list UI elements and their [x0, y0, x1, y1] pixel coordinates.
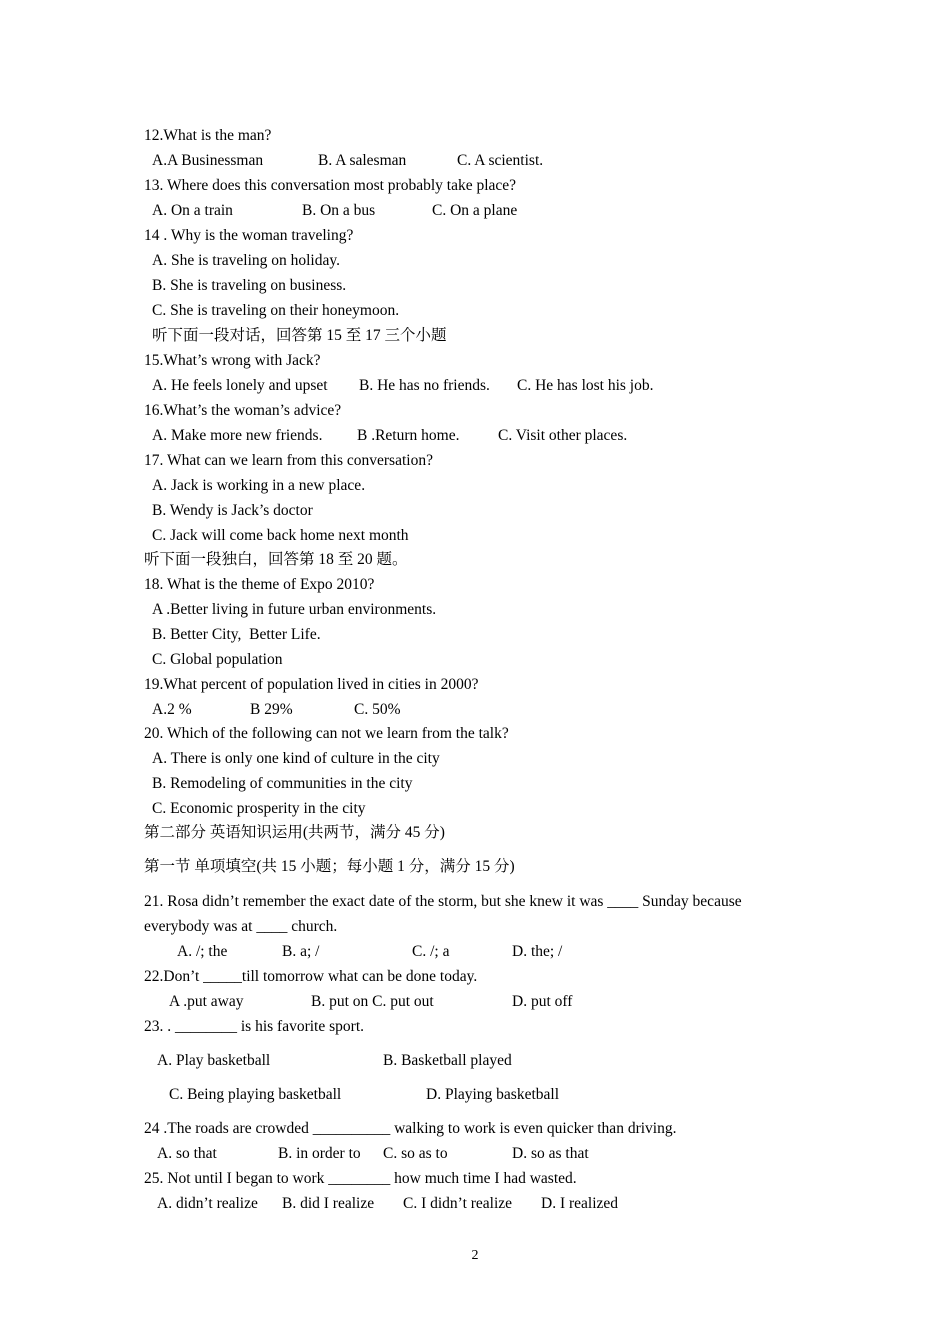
q25-option-a: A. didn’t realize — [157, 1195, 258, 1212]
q24-option-c: C. so as to — [383, 1145, 448, 1162]
q16-option-c: C. Visit other places. — [498, 427, 628, 444]
q17-option-c: C. Jack will come back home next month — [152, 527, 409, 544]
q14-stem: 14 . Why is the woman traveling? — [144, 227, 354, 244]
section1-title: 第一节 单项填空(共 15 小题；每小题 1 分，满分 15 分) — [144, 858, 515, 875]
q23-option-c: C. Being playing basketball — [169, 1086, 342, 1103]
q17-option-a: A. Jack is working in a new place. — [152, 477, 366, 494]
q22-option-a: A .put away — [169, 993, 244, 1010]
q21-option-c: C. /; a — [412, 943, 450, 960]
q24-stem: 24 .The roads are crowded __________ walking to work is even quicker than driving. — [144, 1120, 677, 1137]
instruction-15-17: 听下面一段对话，回答第 15 至 17 三个小题 — [152, 327, 447, 344]
q25-stem: 25. Not until I began to work ________ how much time I had wasted. — [144, 1170, 577, 1187]
q17-option-b: B. Wendy is Jack’s doctor — [152, 502, 313, 519]
q21-stem-line1: 21. Rosa didn’t remember the exact date of the storm, but she knew it was ____ Sunday because — [144, 893, 742, 910]
q20-option-a: A. There is only one kind of culture in the city — [152, 750, 440, 767]
q23-stem: 23. . ________ is his favorite sport. — [144, 1018, 364, 1035]
q22-option-b-c: B. put on C. put out — [311, 993, 434, 1010]
q23-option-b: B. Basketball played — [383, 1052, 512, 1069]
q17-stem: 17. What can we learn from this conversation? — [144, 452, 433, 469]
q19-option-c: C. 50% — [354, 701, 401, 718]
q20-option-c: C. Economic prosperity in the city — [152, 800, 366, 817]
q23-option-d: D. Playing basketball — [426, 1086, 560, 1103]
q15-stem: 15.What’s wrong with Jack? — [144, 352, 321, 369]
q21-option-a: A. /; the — [177, 943, 228, 960]
q18-option-c: C. Global population — [152, 651, 283, 668]
q12-option-c: C. A scientist. — [457, 152, 544, 169]
instruction-18-20: 听下面一段独白，回答第 18 至 20 题。 — [144, 551, 408, 568]
q19-option-b: B 29% — [250, 701, 293, 718]
q16-option-b: B .Return home. — [357, 427, 460, 444]
q25-option-b: B. did I realize — [282, 1195, 375, 1212]
q12-stem: 12.What is the man? — [144, 127, 272, 144]
q14-option-c: C. She is traveling on their honeymoon. — [152, 302, 400, 319]
q18-option-b: B. Better City, Better Life. — [152, 626, 321, 643]
q14-option-a: A. She is traveling on holiday. — [152, 252, 340, 269]
q21-stem-line2: everybody was at ____ church. — [144, 918, 338, 935]
q25-option-d: D. I realized — [541, 1195, 619, 1212]
q24-option-a: A. so that — [157, 1145, 217, 1162]
q24-option-b: B. in order to — [278, 1145, 361, 1162]
q16-stem: 16.What’s the woman’s advice? — [144, 402, 342, 419]
q22-stem: 22.Don’t _____till tomorrow what can be done today. — [144, 968, 478, 985]
q21-option-b: B. a; / — [282, 943, 320, 960]
q13-stem: 13. Where does this conversation most probably take place? — [144, 177, 517, 194]
q16-option-a: A. Make more new friends. — [152, 427, 323, 444]
q22-option-d: D. put off — [512, 993, 573, 1010]
q23-option-a: A. Play basketball — [157, 1052, 271, 1069]
q18-stem: 18. What is the theme of Expo 2010? — [144, 576, 375, 593]
q14-option-b: B. She is traveling on business. — [152, 277, 347, 294]
q18-option-a: A .Better living in future urban environments. — [152, 601, 437, 618]
q20-option-b: B. Remodeling of communities in the city — [152, 775, 413, 792]
q12-option-b: B. A salesman — [318, 152, 407, 169]
q19-option-a: A.2 % — [152, 701, 192, 718]
part2-title: 第二部分 英语知识运用(共两节，满分 45 分) — [144, 824, 445, 841]
q21-option-d: D. the; / — [512, 943, 563, 960]
q13-option-c: C. On a plane — [432, 202, 518, 219]
q12-option-a: A.A Businessman — [152, 152, 264, 169]
page-number: 2 — [471, 1248, 479, 1263]
q24-option-d: D. so as that — [512, 1145, 589, 1162]
q19-stem: 19.What percent of population lived in cities in 2000? — [144, 676, 479, 693]
q15-option-c: C. He has lost his job. — [517, 377, 654, 394]
q13-option-b: B. On a bus — [302, 202, 376, 219]
q15-option-b: B. He has no friends. — [359, 377, 490, 394]
q20-stem: 20. Which of the following can not we learn from the talk? — [144, 725, 509, 742]
q15-option-a: A. He feels lonely and upset — [152, 377, 328, 394]
q25-option-c: C. I didn’t realize — [403, 1195, 513, 1212]
q13-option-a: A. On a train — [152, 202, 233, 219]
